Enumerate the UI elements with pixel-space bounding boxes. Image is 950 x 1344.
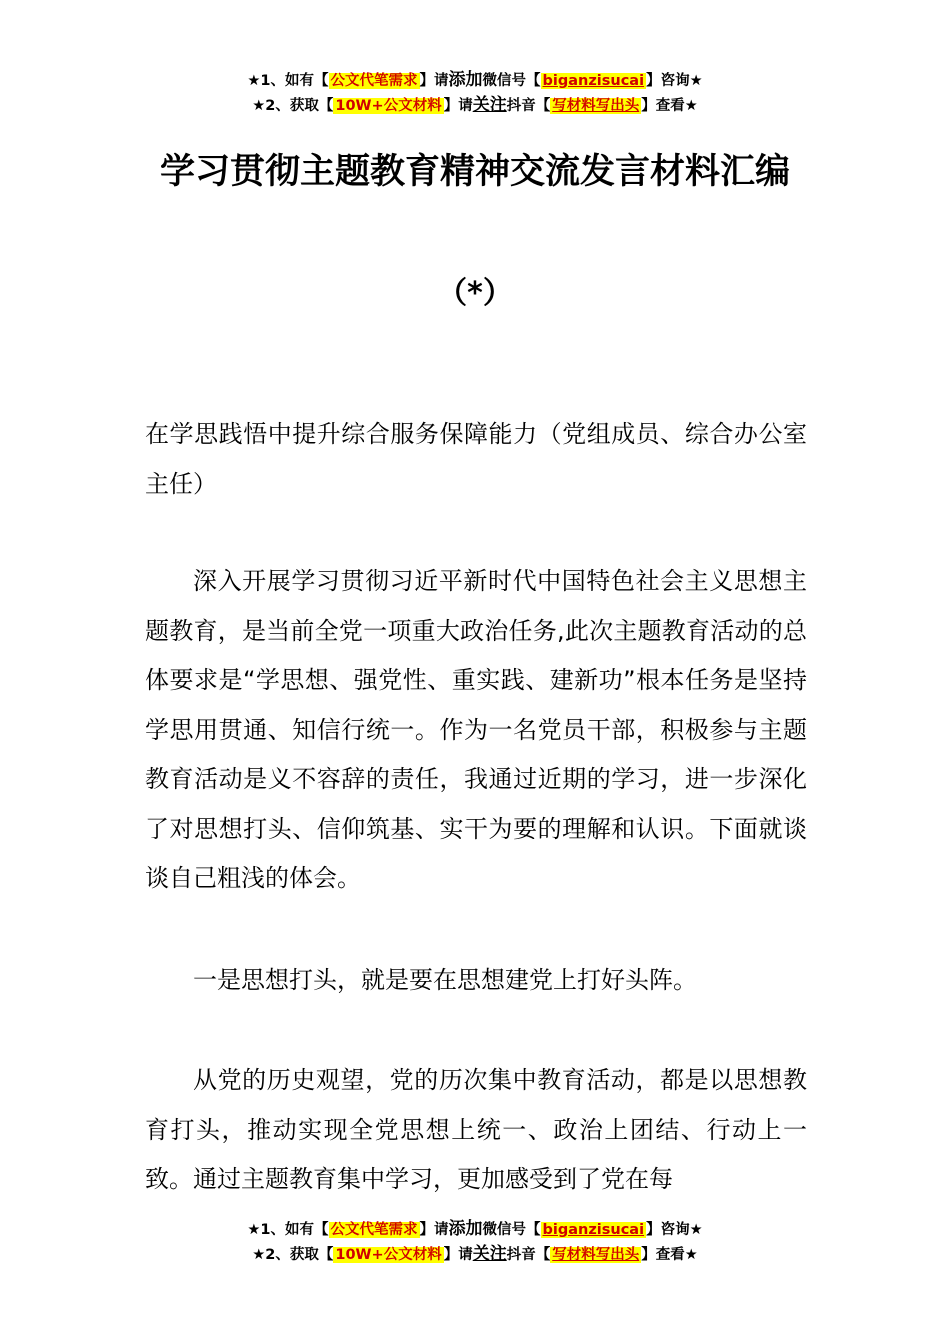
highlight-service: 公文代笔需求 [330,1222,418,1238]
highlight-service: 公文代笔需求 [330,73,418,89]
document-title: 学习贯彻主题教育精神交流发言材料汇编 [159,152,790,192]
paragraph-intro: 深入开展学习贯彻习近平新时代中国特色社会主义思想主题教育，是当前全党一项重大政治任务,此次主题教育活动的总体要求是“学思想、强党性、重实践、建新功”根本任务是坚持学思用贯通、知信行统一。作为一名党员干部，积极参与主题教育活动是义不容辞的责任，我通过近期的学习，进一步深化了对思想打头、信仰筑基、实干为要的理解和认识。下面就谈谈自己粗浅的体会。 [145,567,807,892]
promo-line-1: ★1、如有【 公文代笔需求 】请添加微信号【 biganzisucai 】咨询★ [247,70,703,90]
section-title: 在学思践悟中提升综合服务保障能力（党组成员、综合办公室主任） [145,420,807,498]
emphasis-add: 添加 [448,1219,483,1239]
highlight-wechat-id: biganzisucai [542,73,645,89]
document-subtitle: （*） [437,276,513,311]
promo-banner-bottom [0,1217,950,1267]
promo-line-2: ★2、获取【 10W+公文材料 】请关注抖音【 写材料写出头 】查看★ [252,1244,698,1264]
highlight-wechat-id: biganzisucai [542,1222,645,1238]
promo-line-2: ★2、获取【 10W+公文材料 】请关注抖音【 写材料写出头 】查看★ [252,95,698,115]
emphasis-follow: 关注 [472,95,507,115]
promo-banner-top [0,68,950,118]
highlight-materials: 10W+公文材料 [335,1247,442,1263]
highlight-douyin-account: 写材料写出头 [552,98,640,114]
highlight-douyin-account: 写材料写出头 [552,1247,640,1263]
emphasis-add: 添加 [448,70,483,90]
emphasis-follow: 关注 [472,1244,507,1264]
paragraph-point-one: 一是思想打头，就是要在思想建党上打好头阵。 [193,966,697,994]
highlight-materials: 10W+公文材料 [335,98,442,114]
promo-line-1: ★1、如有【 公文代笔需求 】请添加微信号【 biganzisucai 】咨询★ [247,1219,703,1239]
paragraph-history: 从党的历史观望，党的历次集中教育活动，都是以思想教育打头，推动实现全党思想上统一、政治上团结、行动上一致。通过主题教育集中学习，更加感受到了党在每 [145,1066,807,1193]
